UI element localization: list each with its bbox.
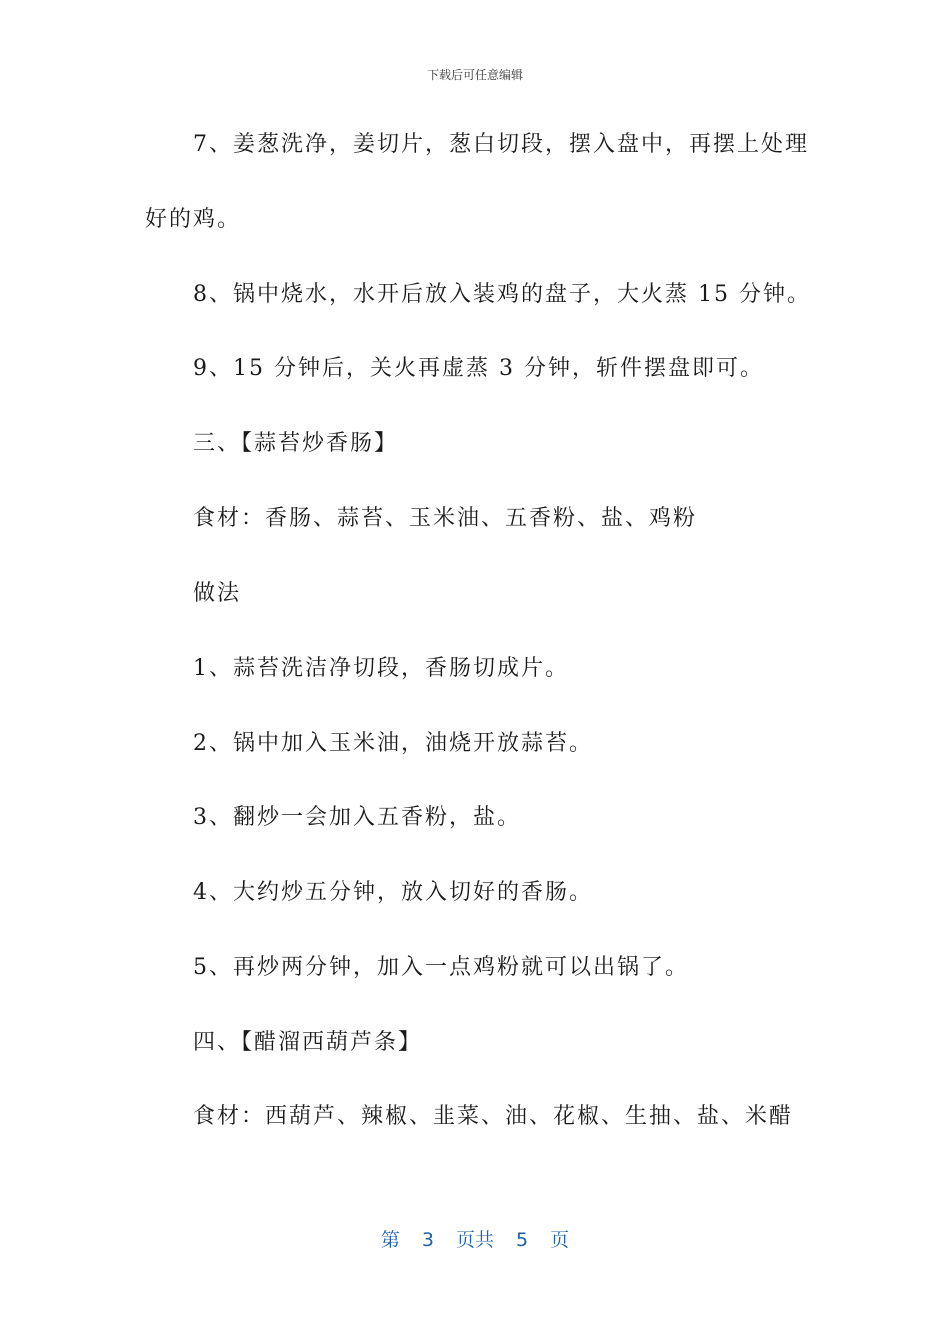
step-line: 5、再炒两分钟，加入一点鸡粉就可以出锅了。 <box>193 955 689 980</box>
step-line: 3、翻炒一会加入五香粉，盐。 <box>193 805 521 830</box>
footer-suffix: 页 <box>550 1229 570 1251</box>
footer-prefix: 第 <box>380 1229 400 1251</box>
footer-total-pages: 5 <box>516 1229 529 1251</box>
section-heading: 四、【醋溜西葫芦条】 <box>193 1030 423 1055</box>
footer-middle: 页共 <box>455 1229 494 1251</box>
paragraph-line: 8、锅中烧水，水开后放入装鸡的盘子，大火蒸 15 分钟。 <box>193 282 811 307</box>
paragraph-line: 7、姜葱洗净，姜切片，葱白切段，摆入盘中，再摆上处理 <box>193 132 809 157</box>
step-line: 2、锅中加入玉米油，油烧开放蒜苔。 <box>193 731 593 756</box>
step-line: 1、蒜苔洗洁净切段，香肠切成片。 <box>193 656 569 681</box>
method-heading: 做法 <box>193 581 242 606</box>
footer-page-number: 3 <box>421 1229 434 1251</box>
page-header: 下载后可任意编辑 <box>426 68 523 82</box>
section-heading: 三、【蒜苔炒香肠】 <box>193 431 399 456</box>
paragraph-line: 9、15 分钟后，关火再虚蒸 3 分钟，斩件摆盘即可。 <box>193 356 764 381</box>
ingredients-line: 食材：西葫芦、辣椒、韭菜、油、花椒、生抽、盐、米醋 <box>193 1104 794 1129</box>
ingredients-line: 食材：香肠、蒜苔、玉米油、五香粉、盐、鸡粉 <box>193 506 698 531</box>
step-line: 4、大约炒五分钟，放入切好的香肠。 <box>193 880 593 905</box>
paragraph-line: 好的鸡。 <box>145 207 242 232</box>
page-footer <box>0 1225 950 1252</box>
